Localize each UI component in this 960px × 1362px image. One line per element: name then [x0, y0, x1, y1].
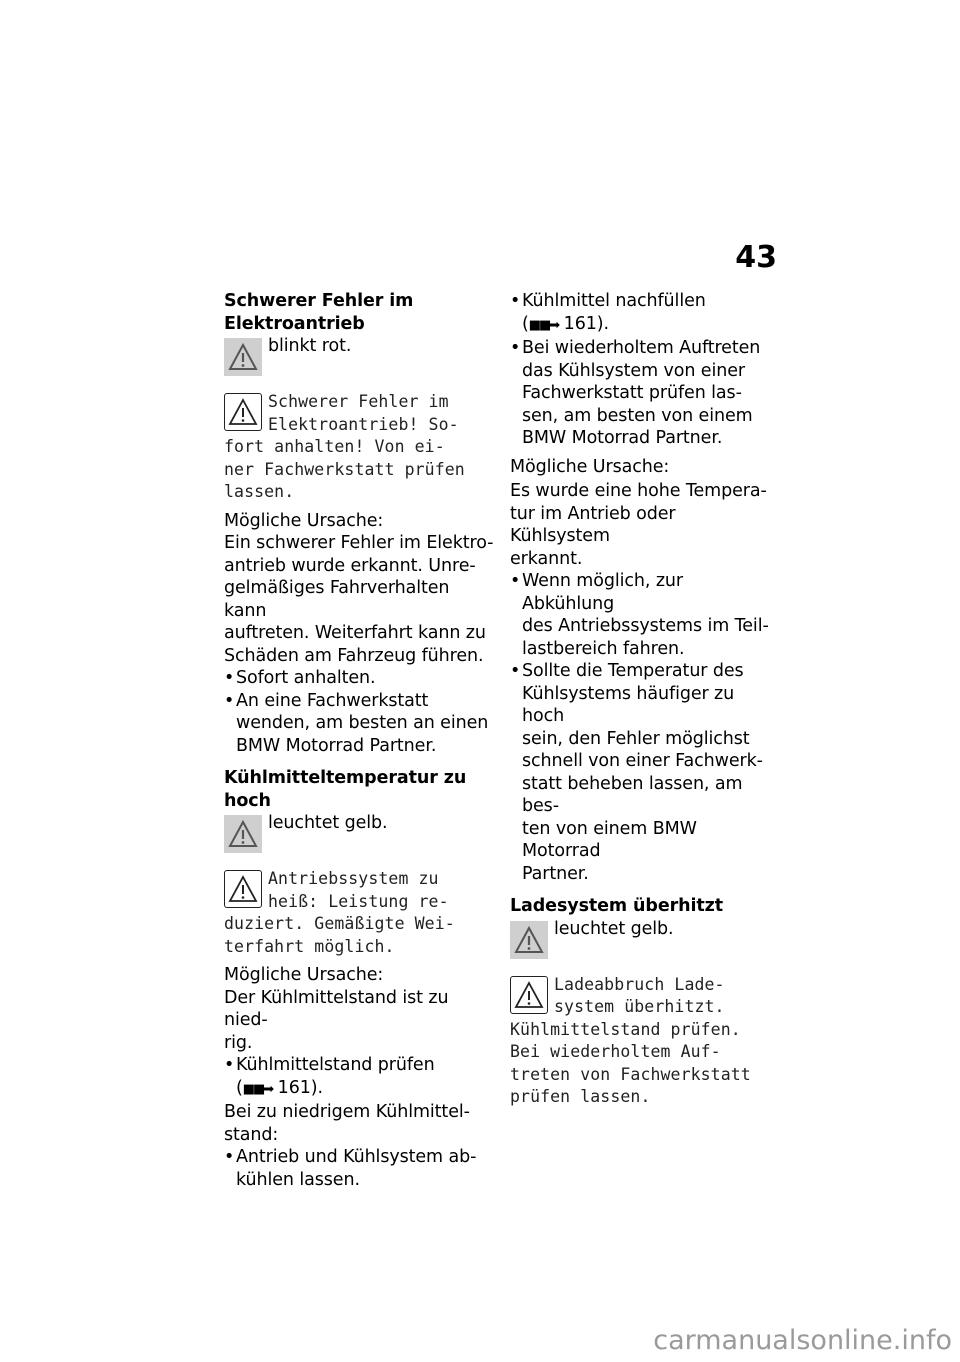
arrow-reference-icon: ■■➡: [528, 317, 559, 333]
action-list: [224, 667, 494, 757]
warning-triangle-outline-icon: [510, 976, 548, 1014]
warning-triangle-outline-icon: [224, 393, 262, 431]
list-item: • Wenn möglich, zur Abkühlung des Antriebssystems im Teil- lastbereich fahren.: [510, 570, 780, 660]
section-title-coolant-temp: Kühlmitteltemperatur zu hoch: [224, 768, 467, 811]
warning-triangle-outline-icon: [224, 870, 262, 908]
list-item: • An eine Fachwerkstatt wenden, am besten an einen BMW Motorrad Partner.: [224, 690, 494, 758]
low-coolant-paragraph: Bei zu niedrigem Kühlmittel- stand:: [224, 1102, 470, 1145]
right-column: [510, 290, 780, 1109]
cause-paragraph: Mögliche Ursache: Ein schwerer Fehler im Elektro- antrieb wurde erkannt. Unre- gelmäßiges Fahrverhalten kann auftreten. Weiterfahrt kann zu Schäden am Fahrzeug führen.: [224, 510, 494, 666]
lamp-status-text: blinkt rot.: [268, 336, 352, 356]
warning-triangle-icon: [224, 815, 262, 853]
left-column: [224, 290, 494, 1191]
action-list: [510, 290, 780, 450]
page-number: 43: [735, 240, 777, 275]
action-list: [510, 570, 780, 885]
display-message: Antriebssystem zu heiß: Leistung re- duziert. Gemäßigte Wei- terfahrt möglich.: [224, 869, 455, 956]
list-item: • Kühlmittel nachfüllen (■■➡ 161).: [510, 290, 780, 337]
lamp-status-text: leuchtet gelb.: [554, 918, 674, 939]
warning-lamp-row: [510, 918, 780, 964]
warning-triangle-icon: [510, 921, 548, 959]
cause-paragraph: Mögliche Ursache: Es wurde eine hohe Tempera- tur im Antrieb oder Kühlsystem erkannt.: [510, 456, 767, 569]
action-list: [224, 1054, 494, 1101]
list-item: • Kühlmittelstand prüfen (■■➡ 161).: [224, 1054, 494, 1101]
warning-lamp-row: [224, 812, 494, 858]
list-item: • Antrieb und Kühlsystem ab- kühlen lassen.: [224, 1146, 494, 1191]
arrow-reference-icon: ■■➡: [242, 1081, 273, 1097]
lamp-status-text: leuchtet gelb.: [268, 813, 388, 833]
cause-paragraph: Mögliche Ursache: Der Kühlmittelstand ist zu nied- rig.: [224, 965, 449, 1053]
list-item: • Bei wiederholtem Auftreten das Kühlsystem von einer Fachwerkstatt prüfen las- sen, am besten von einem BMW Motorrad Partner.: [510, 337, 780, 450]
display-message: Ladeabbruch Lade- system überhitzt. Kühlmittelstand prüfen. Bei wiederholtem Auf- treten von Fachwerkstatt prüfen lassen.: [510, 974, 751, 1106]
warning-lamp-row: [224, 335, 494, 381]
page-reference-link[interactable]: 161).: [277, 1077, 323, 1098]
warning-triangle-icon: [224, 338, 262, 376]
list-item: • Sollte die Temperatur des Kühlsystems häufiger zu hoch sein, den Fehler möglichst schnell von einer Fachwerk- statt beheben lassen, am bes- ten von einem BMW Motorrad Partner.: [510, 660, 780, 885]
page-reference-link[interactable]: 161).: [563, 313, 609, 334]
section-title-charging-overheat: Ladesystem überhitzt: [510, 896, 724, 916]
action-list: [224, 1146, 494, 1191]
watermark: carmanualsonline.info: [653, 1325, 952, 1356]
section-title-severe-fault: Schwerer Fehler im Elektroantrieb: [224, 291, 414, 334]
list-item: • Sofort anhalten.: [224, 667, 494, 690]
display-message: Schwerer Fehler im Elektroantrieb! So- fort anhalten! Von ei- ner Fachwerkstatt prüfen lassen.: [224, 392, 465, 501]
